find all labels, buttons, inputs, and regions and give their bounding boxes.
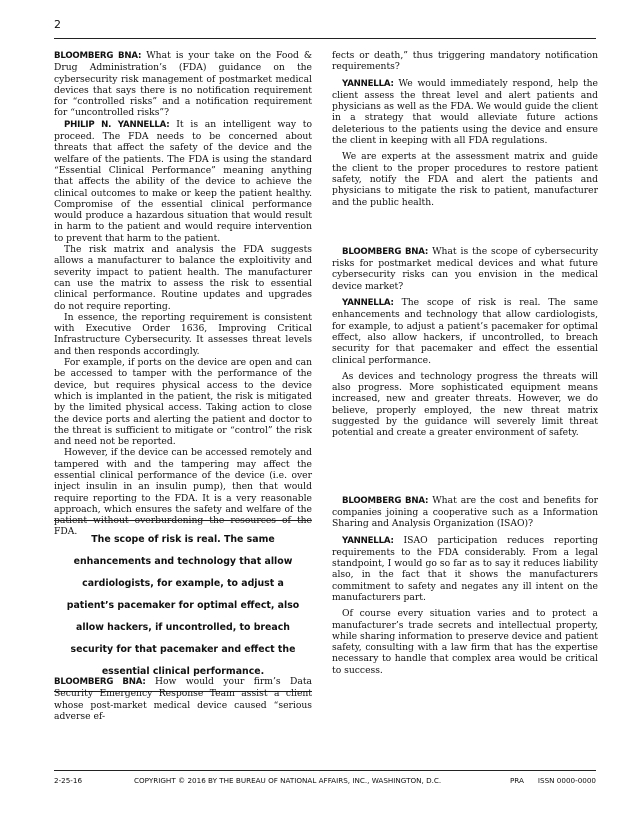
footer: [54, 776, 596, 785]
respondent-label: YANNELLA:: [342, 535, 394, 546]
answer-1-paragraph: [54, 119, 312, 244]
question-4: [332, 495, 598, 530]
answer-1-paragraph: In essence, the reporting requirement is consistent with Executive Order 1636, Improving Critical Infrastructure Cybersecurity. It assesses threat levels and then responds accordingly.: [54, 311, 312, 357]
question-text: How would your firm’s Data Security Emergency Response Team assist a client whose post-market medical device caused “serious adverse ef-: [54, 676, 313, 722]
header-rule: [54, 38, 596, 39]
answer-1-paragraph: For example, if ports on the device are open and can be accessed to tamper with the performance of the device, but requires physical access to the device which is implanted in the patient, the risk is mitigated by the limited physical access. Taking action to close the device ports and alerting the patient and doctor to the threat is sufficient to mitigate or “control” the risk and need not be reported.: [54, 357, 312, 448]
right-column: [332, 50, 598, 676]
interviewer-label: BLOOMBERG BNA:: [342, 246, 429, 257]
question-1: [54, 50, 312, 119]
answer-1-paragraph: The risk matrix and analysis the FDA suggests allows a manufacturer to balance the exploitivity and severity impact to patient health. The manufacturer can use the matrix to assess the risk to essential clinical performance. Routine updates and upgrades do not require reporting.: [54, 244, 312, 312]
pull-quote: [54, 520, 312, 692]
page-number: 2: [54, 18, 61, 31]
interviewer-label: BLOOMBERG BNA:: [54, 51, 142, 61]
question-text: What is the scope of cybersecurity risks for postmarket medical devices and what future cybersecurity risks can you envision in the medical device market?: [332, 245, 599, 292]
answer-text: ISAO participation reduces reporting requirements to the FDA considerably. From a legal standpoint, I would go so far as to say it reduces liability also, in the fact that it shows the manufacturers commitment to safety and negates any ill intent on the manufacturers part.: [332, 534, 598, 603]
question-2: [54, 676, 312, 722]
answer-4: [332, 535, 598, 604]
answer-3-paragraph: As devices and technology progress the threats will also progress. More sophisticated equipment means increased, new and greater threats. However, we do believe, properly employed, the new threat matrix suggested by the guidance will severely limit threat potential and create a greater environment of safety.: [332, 370, 598, 439]
left-bottom-question: [54, 676, 312, 722]
footer-publication: PRA: [509, 776, 524, 785]
footer-date: 2-25-16: [54, 776, 83, 785]
answer-4-paragraph: Of course every situation varies and to protect a manufacturer’s trade secrets and intellectual property, while sharing information to preserve device and patient safety, consulting with a law firm that has the expertise necessary to handle that complex area would be critical to success.: [332, 608, 598, 676]
footer-issn: ISSN 0000-0000: [537, 776, 596, 785]
left-column: [54, 50, 312, 538]
interviewer-label: BLOOMBERG BNA:: [342, 495, 429, 506]
answer-2-paragraph: We are experts at the assessment matrix and guide the client to the proper procedures to restore patient safety, notify the FDA and alert the patients and physicians to mitigate the risk to patient, manufacturer and the public health.: [332, 151, 598, 208]
interviewer-label: BLOOMBERG BNA:: [54, 677, 146, 687]
question-text: What is your take on the Food & Drug Administration’s (FDA) guidance on the cybersecurity risk management of postmarket medical devices that says there is no notification requirement for “controlled risks” and a notification requirement for “uncontrolled risks”?: [54, 50, 313, 119]
respondent-label: YANNELLA:: [342, 298, 394, 309]
answer-3: [332, 297, 598, 366]
question-2-continued: fects or death,” thus triggering mandatory notification requirements?: [332, 50, 598, 73]
respondent-label: YANNELLA:: [342, 78, 394, 89]
footer-rule: [54, 770, 596, 771]
footer-copyright: COPYRIGHT © 2016 BY THE BUREAU OF NATIONAL AFFAIRS, INC., WASHINGTON, D.C.: [134, 776, 442, 785]
answer-text: We would immediately respond, help the client assess the threat level and alert patients and physicians as well as the FDA. We would guide the client in a strategy that would alleviate future actions deleterious to the patients using the device and ensure the client in keeping with all FDA regulations.: [332, 77, 598, 147]
answer-2: [332, 78, 598, 147]
question-text: What are the cost and benefits for companies joining a cooperative such as a Information Sharing and Analysis Organization (ISAO)?: [332, 494, 598, 530]
answer-text: The scope of risk is real. The same enhancements and technology that allow cardiologists, for example, to adjust a patient’s pacemaker for optimal effect, also allow hackers, if uncontrolled, to breach security for that pacemaker and effect the essential clinical performance.: [332, 297, 599, 366]
pull-quote-text: The scope of risk is real. The same enhancements and technology that allow cardiologists, for example, to adjust a patient’s pacemaker for optimal effect, also allow hackers, if uncontrolled, to breach security for that pacemaker and effect the essential clinical performance.: [66, 534, 300, 677]
question-3: [332, 246, 598, 292]
answer-1-paragraph: However, if the device can be accessed remotely and tampered with and the tampering may affect the essential clinical performance of the device (i.e. over inject insulin in an insulin pump), then that would require reporting to the FDA. It is a very reasonable approach, which ensures the safety and welfare of the patient without overburdening the resources of the FDA.: [54, 447, 312, 538]
respondent-label: PHILIP N. YANNELLA:: [64, 119, 170, 130]
answer-text: It is an intelligent way to proceed. The FDA needs to be concerned about threats that affect the safety of the device and the welfare of the patients. The FDA is using the standard “Essential Clinical Performance” meaning anything that affects the ability of the device to achieve the clinical outcomes to make or keep the patient healthy. Compromise of the essential clinical performance would produce a hazardous situation that would result in harm to the patient and would require intervention to prevent that harm to the patient.: [54, 118, 312, 244]
